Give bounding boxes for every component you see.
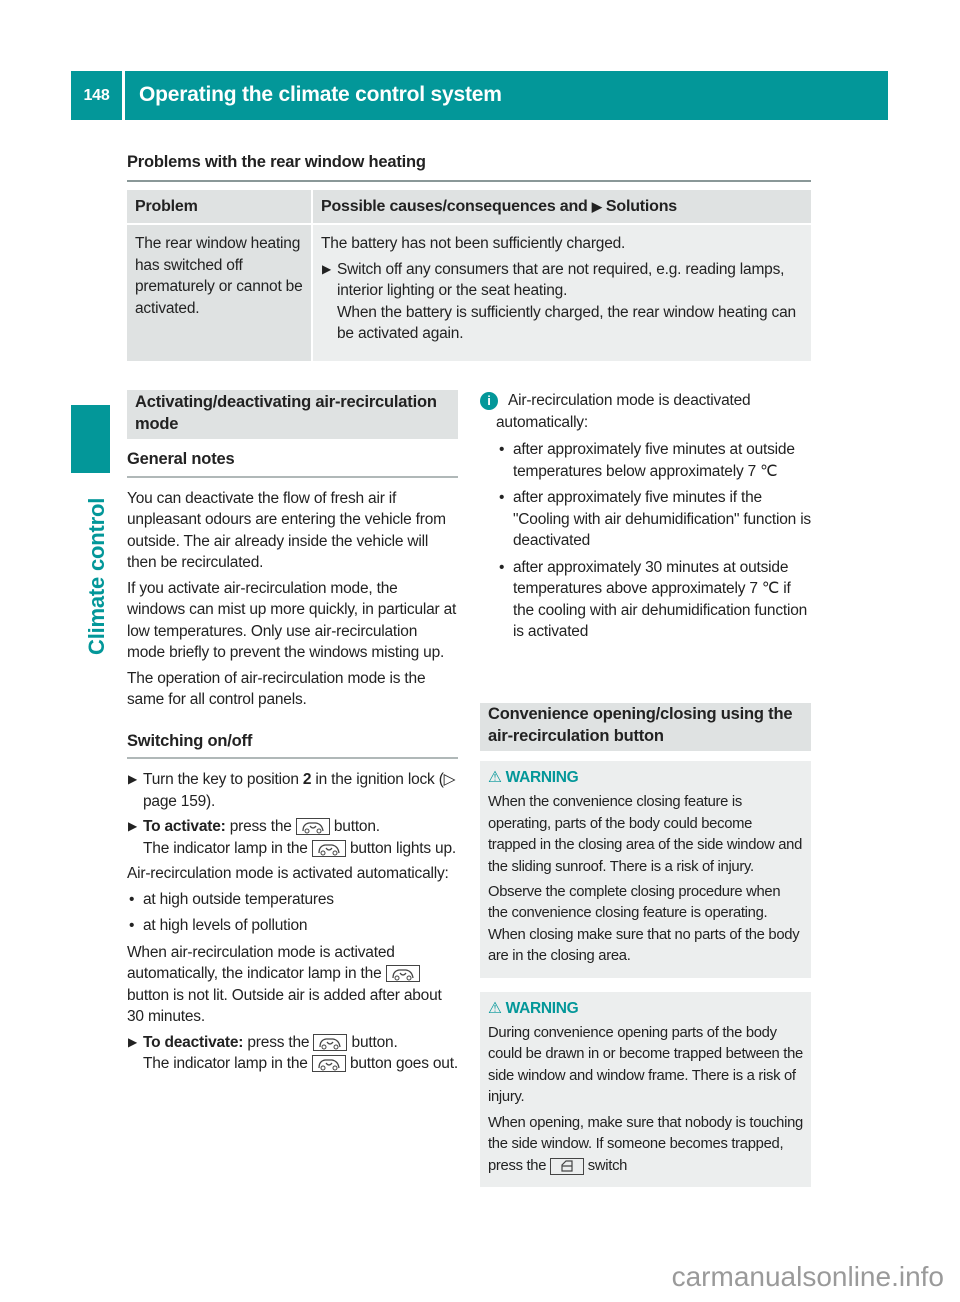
step-text: button. bbox=[347, 1033, 398, 1051]
list-text: at high outside temperatures bbox=[143, 890, 334, 908]
recirculation-button-icon bbox=[296, 818, 330, 835]
arrow-icon: ▶ bbox=[128, 772, 138, 786]
list-item: • after approximately 30 minutes at outside temperatures above approximately 7 ℃ if the cooling with air dehumidification function is activated bbox=[499, 558, 808, 640]
position-number: 2 bbox=[302, 771, 312, 788]
step-text: press the bbox=[225, 818, 296, 835]
general-notes-title: General notes bbox=[127, 449, 458, 478]
step-result: button lights up. bbox=[345, 839, 456, 857]
step-result: The indicator lamp in the bbox=[143, 839, 312, 857]
list-item: • after approximately five minutes at outside temperatures below approximately 7 ℃ bbox=[499, 441, 795, 480]
page-title: Operating the climate control system bbox=[139, 83, 502, 106]
solution-cell bbox=[313, 225, 811, 361]
paragraph: Air-recirculation mode is activated automatically: bbox=[127, 865, 449, 882]
warning-text: When the convenience closing feature is operating, parts of the body could become trapped in the closing area of the side window and the sliding sunroof. There is a risk of injury. bbox=[488, 794, 803, 875]
warning-triangle-icon: ⚠ bbox=[488, 999, 502, 1017]
warning-label: WARNING bbox=[505, 999, 579, 1017]
cause-text: The battery has not been sufficiently charged. bbox=[321, 235, 626, 252]
warning-label: WARNING bbox=[505, 769, 579, 786]
convenience-section bbox=[480, 703, 811, 1187]
list-text: after approximately five minutes at outside temperatures below approximately 7 ℃ bbox=[513, 441, 795, 480]
step-activate bbox=[127, 816, 458, 859]
right-column bbox=[480, 390, 811, 648]
section-marker bbox=[71, 405, 110, 473]
warning-text: Observe the complete closing procedure when the convenience closing feature is operating. When closing make sure that no parts of the body are in the closing area. bbox=[488, 884, 800, 965]
text: When air-recirculation mode is activated automatically, the indicator lamp in the bbox=[127, 943, 395, 982]
text: button is not lit. Outside air is added after about 30 minutes. bbox=[127, 986, 442, 1025]
warning-box bbox=[480, 761, 811, 978]
list-item: • after approximately five minutes if the "Cooling with air dehumidification" function is deactivated bbox=[499, 489, 811, 549]
recirc-title: Activating/deactivating air-recirculation mode bbox=[127, 390, 458, 439]
step-ignition bbox=[127, 769, 458, 812]
page-header bbox=[71, 71, 888, 120]
list-text: at high levels of pollution bbox=[143, 917, 308, 934]
text: When opening, make sure that nobody is touching the side window. If someone becomes trapped, press the bbox=[488, 1114, 803, 1174]
col-solutions bbox=[313, 190, 811, 226]
arrow-icon: ▶ bbox=[591, 198, 602, 214]
list-text: after approximately 30 minutes at outside temperatures above approximately 7 ℃ if the cooling with air dehumidification function is activated bbox=[513, 558, 808, 640]
switching-title: Switching on/off bbox=[127, 731, 458, 760]
warning-text bbox=[488, 1113, 803, 1177]
paragraph: If you activate air-recirculation mode, the windows can mist up more quickly, in particular at low temperatures. Only use air-recirculation mode briefly to prevent the windows misting up. bbox=[127, 579, 457, 661]
step-text: Turn the key to position bbox=[143, 771, 303, 788]
col-solutions-label: Possible causes/consequences and bbox=[321, 197, 588, 215]
warning-triangle-icon: ⚠ bbox=[488, 769, 502, 786]
list-item: • at high levels of pollution bbox=[129, 917, 308, 934]
paragraph: You can deactivate the flow of fresh air if unpleasant odours are entering the vehicle from outside. The air already inside the vehicle will then be recirculated. bbox=[127, 489, 446, 571]
recirculation-button-icon bbox=[313, 1034, 347, 1051]
arrow-icon: ▶ bbox=[128, 1034, 138, 1049]
left-column bbox=[127, 390, 458, 1079]
problems-title: Problems with the rear window heating bbox=[127, 152, 811, 182]
warning-box bbox=[480, 992, 811, 1187]
arrow-icon: ▶ bbox=[322, 261, 332, 276]
warning-heading bbox=[488, 998, 803, 1019]
step-label: To activate: bbox=[143, 818, 226, 835]
arrow-icon: ▶ bbox=[128, 819, 138, 833]
warning-heading bbox=[488, 767, 803, 788]
problem-cell: The rear window heating has switched off prematurely or cannot be activated. bbox=[127, 225, 313, 361]
list-item: • at high outside temperatures bbox=[129, 890, 334, 908]
step-result: button goes out. bbox=[345, 1055, 458, 1072]
step-result: The indicator lamp in the bbox=[143, 1055, 312, 1072]
recirculation-button-icon bbox=[312, 1055, 346, 1072]
step-text: Switch off any consumers that are not required, e.g. reading lamps, interior lighting or the seat heating. bbox=[337, 260, 785, 299]
step-label: To deactivate: bbox=[143, 1033, 244, 1051]
problems-section bbox=[127, 152, 811, 361]
step-text: button. bbox=[329, 818, 380, 835]
col-problem: Problem bbox=[127, 190, 313, 226]
solution-step bbox=[321, 259, 803, 345]
step-result: When the battery is sufficiently charged, the rear window heating can be activated again. bbox=[337, 303, 796, 342]
list-text: after approximately five minutes if the "Cooling with air dehumidification" function is deactivated bbox=[513, 489, 811, 549]
recirculation-button-icon bbox=[312, 840, 346, 857]
convenience-title: Convenience opening/closing using the air-recirculation button bbox=[480, 703, 811, 751]
step-deactivate bbox=[127, 1032, 458, 1075]
problems-table bbox=[127, 190, 811, 361]
text: switch bbox=[583, 1157, 628, 1174]
section-label: Climate control bbox=[84, 497, 109, 655]
window-switch-icon bbox=[550, 1158, 584, 1175]
step-text: in the ignition lock (▷ page 159). bbox=[143, 771, 456, 810]
paragraph bbox=[127, 942, 458, 1028]
step-text: press the bbox=[243, 1033, 314, 1051]
info-icon: i bbox=[480, 392, 498, 410]
recirculation-button-icon bbox=[386, 965, 420, 982]
info-note bbox=[480, 390, 811, 433]
paragraph: The operation of air-recirculation mode is the same for all control panels. bbox=[127, 669, 426, 708]
info-intro: Air-recirculation mode is deactivated automatically: bbox=[496, 392, 751, 431]
watermark: carmanualsonline.info bbox=[671, 1261, 944, 1292]
col-solutions-label-b: Solutions bbox=[605, 197, 678, 215]
page-number: 148 bbox=[71, 71, 125, 120]
warning-text: During convenience opening parts of the body could be drawn in or become trapped between the side window and window frame. There is a risk of injury. bbox=[488, 1025, 803, 1106]
